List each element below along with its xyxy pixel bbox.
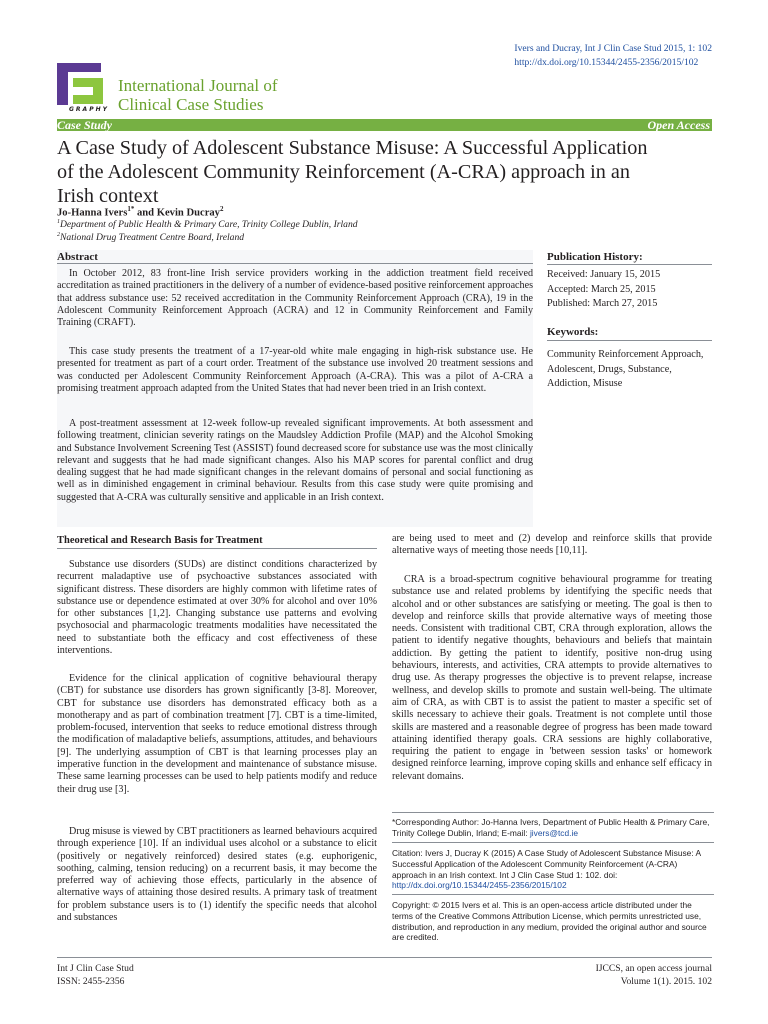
accepted-date: Accepted: March 25, 2015 (547, 283, 656, 295)
affiliation: $^1$Department of Public Health & Primary Care, Trinity College Dublin, Irland (57, 219, 358, 231)
body-paragraph: Drug misuse is viewed by CBT practitioners as learned behaviours acquired through experience [10]. If an individual uses alcohol or a substance to elicit (positively or negatively reinforced) desired states (e.g. euphorigenic, soothing, calming, tension reducing) on a recurrent basis, it may become the preferred way of achieving those effects, particularly in the absence of alternative ways of attaining those desired results. A primary task of treatment for problem substance users is to (1) identify the specific needs that alcohol and substances (57, 826, 377, 924)
body-paragraph: Substance use disorders (SUDs) are distinct conditions characterized by recurrent maladaptive use of psychoactive substances associated with significant distress. These disorders are highly common with lifetime rates of substance use or dependence estimated at over 30% for alcohol and over 10% for other substances [1,2]. Changing substance use patterns and evolving psychosocial and pharmacologic treatments modalities have necessitated the need to substantiate both the efficacy and cost effectiveness of these interventions. (57, 559, 377, 657)
body-paragraph: CRA is a broad-spectrum cognitive behavioural programme for treating substance use and related problems by identifying the specific needs that alcohol and or other substances are satisfying or meeting. The goal is then to develop and reinforce skills that provide alternative ways of meeting those needs. Consistent with traditional CBT, CRA through exploration, allows the patient to identify negative thoughts, behaviours and beliefs that maintain addiction. By getting the patient to identify, positive non-drug using behaviours, interests, and activities, CRA attempts to provide alternatives to drug use. As therapy progresses the objective is to prevent relapse, increase wellness, and develop skills to promote and sustain well-being. The ultimate aim of CRA, as with CBT is to assist the patient to master a specific set of skills necessary to achieve their goals. Treatment is not complete until those skills are mastered and a reasonable degree of progress has been made toward attaining identified therapy goals. CRA sessions are highly collaborative, requiring the patient to engage in 'between session tasks' or homework designed reinforce learning, improve coping skills and enhance self efficacy in relevant domains. (392, 574, 712, 782)
divider (57, 263, 533, 264)
journal-logo (57, 63, 110, 117)
logo-text: GRAPHY (69, 106, 109, 113)
abstract-heading: Abstract (57, 251, 98, 263)
article-type: Case Study (57, 118, 113, 132)
publication-history (547, 268, 712, 312)
footer-right (596, 962, 712, 988)
affiliation: $^2$National Drug Treatment Centre Board, Ireland (57, 232, 245, 244)
article-type-banner (57, 119, 712, 131)
author-name: and Kevin Ducray (134, 207, 220, 219)
keywords-text: Community Reinforcement Approach, Adolescent, Drugs, Substance, Addiction, Misuse (547, 349, 704, 390)
keywords-heading: Keywords: (547, 326, 599, 338)
journal-name-line1: International Journal of (118, 76, 278, 95)
published-date: Published: March 27, 2015 (547, 298, 658, 310)
author-list (57, 205, 223, 219)
footer-journal-desc: IJCCS, an open access journal (595, 963, 712, 974)
divider (57, 548, 377, 549)
citation-line: Ivers and Ducray, Int J Clin Case Stud 2015, 1: 102 (514, 43, 712, 54)
footer-volume: Volume 1(1). 2015. 102 (620, 976, 712, 987)
footer-divider (57, 957, 712, 958)
corresponding-author: *Corresponding Author: Jo-Hanna Ivers, Department of Public Health & Primary Care, Trinity College Dublin, Irland; E-mail: jivers@tcd.ie (392, 817, 710, 838)
divider (392, 812, 714, 813)
publication-history-heading: Publication History: (547, 251, 643, 263)
author-sup: 2 (219, 205, 224, 213)
open-access-label: Open Access (647, 118, 710, 132)
divider (547, 340, 712, 341)
author-sup: 1* (127, 205, 135, 213)
received-date: Received: January 15, 2015 (547, 269, 661, 280)
title-line: of the Adolescent Community Reinforcement (A-CRA) approach in an (57, 161, 630, 183)
abstract-paragraph: In October 2012, 83 front-line Irish service providers working in the addiction treatment field received accreditation as trained practitioners in the delivery of a number of evidence-based positive reinforcement approaches that address substance use: 52 received accreditation in the Community Reinforcement Approach (CRA), 19 in the Adolescent Community Reinforcement Approach (ACRA) and 12 in Community Reinforcement and Family Training (CRAFT). (57, 268, 533, 329)
body-paragraph: Evidence for the clinical application of cognitive behavioural therapy (CBT) for substance use disorders has grown significantly [3-8]. Moreover, CBT for substance use disorders has demonstrated efficacy both as a monotherapy and as part of combination treatment [7]. CBT is a time-limited, problem-focused, intervention that seeks to reduce emotional distress through the modification of maladaptive beliefs, assumptions, attitudes, and behaviours [9]. The underlying assumption of CBT is that learning processes play an imperative function in the development and maintenance of substance misuse. These same learning processes can be used to help patients modify and reduce their drug use [3]. (57, 673, 377, 795)
doi-link[interactable]: http://dx.doi.org/10.15344/2455-2356/2015/102 (392, 880, 567, 891)
abstract-paragraph: A post-treatment assessment at 12-week follow-up revealed significant improvements. At both assessment and following treatment, clinician severity ratings on the Maudsley Addiction Profile (MAP) and the Alcohol Smoking and Substance Involvement Screening Test (ASSIST) found decreased score for substance use was the most clinically relevant and suggests that he had made significant changes. Also his MAP scores for parental conflict and drug dealing suggest that he had made significant changes in the relevant domains of personal and social functioning as well as in diminished engagement in criminal behaviour. Results from this case study were quite promising and suggested that A-CRA was culturally sensitive and applicable in an Irish context. (57, 418, 533, 503)
doi-link[interactable]: http://dx.doi.org/10.15344/2455-2356/2015/102 (514, 57, 699, 68)
email-link[interactable]: jivers@tcd.ie (529, 827, 578, 838)
body-paragraph: are being used to meet and (2) develop and reinforce skills that provide alternative ways of meeting those needs [10,11]. (392, 533, 712, 557)
header-citation (514, 42, 712, 70)
footer-journal: Int J Clin Case Stud (57, 963, 134, 974)
section-heading: Theoretical and Research Basis for Treatment (57, 535, 263, 546)
author-name: Jo-Hanna Ivers (57, 207, 128, 219)
divider (547, 264, 712, 265)
article-title (57, 136, 717, 208)
copyright-notice: Copyright: © 2015 Ivers et al. This is an open-access article distributed under the terms of the Creative Commons Attribution License, which permits unrestricted use, distribution, and reproduction in any medium, provided the original author and source are credited. (392, 900, 707, 943)
abstract-paragraph: This case study presents the treatment of a 17-year-old white male engaging in high-risk substance use. He presented for treatment as part of a court order. Treatment of the substance use involved 20 treatment sessions and was conducted per Adolescent Community Reinforcement Approach (A-CRA). This was a pilot of A-CRA a promising treatment approach adapted from the United States that had never been tried in an Irish context. (57, 346, 533, 394)
title-line: Irish context (57, 185, 159, 207)
divider (392, 842, 714, 843)
footer-issn: ISSN: 2455-2356 (57, 976, 125, 987)
title-line: A Case Study of Adolescent Substance Misuse: A Successful Application (57, 137, 648, 159)
footer-left (57, 962, 134, 988)
citation-box: Citation: Ivers J, Ducray K (2015) A Case Study of Adolescent Substance Misuse: A Successful Application of the Adolescent Community Reinforcement (A-CRA) approach in an Irish context. Int J Clin Case Stud 1: 102. doi: http://dx.doi.org/10.15344/2455-2356/2015/102 (392, 848, 701, 891)
divider (392, 894, 714, 895)
journal-name-line2: Clinical Case Studies (118, 95, 264, 114)
